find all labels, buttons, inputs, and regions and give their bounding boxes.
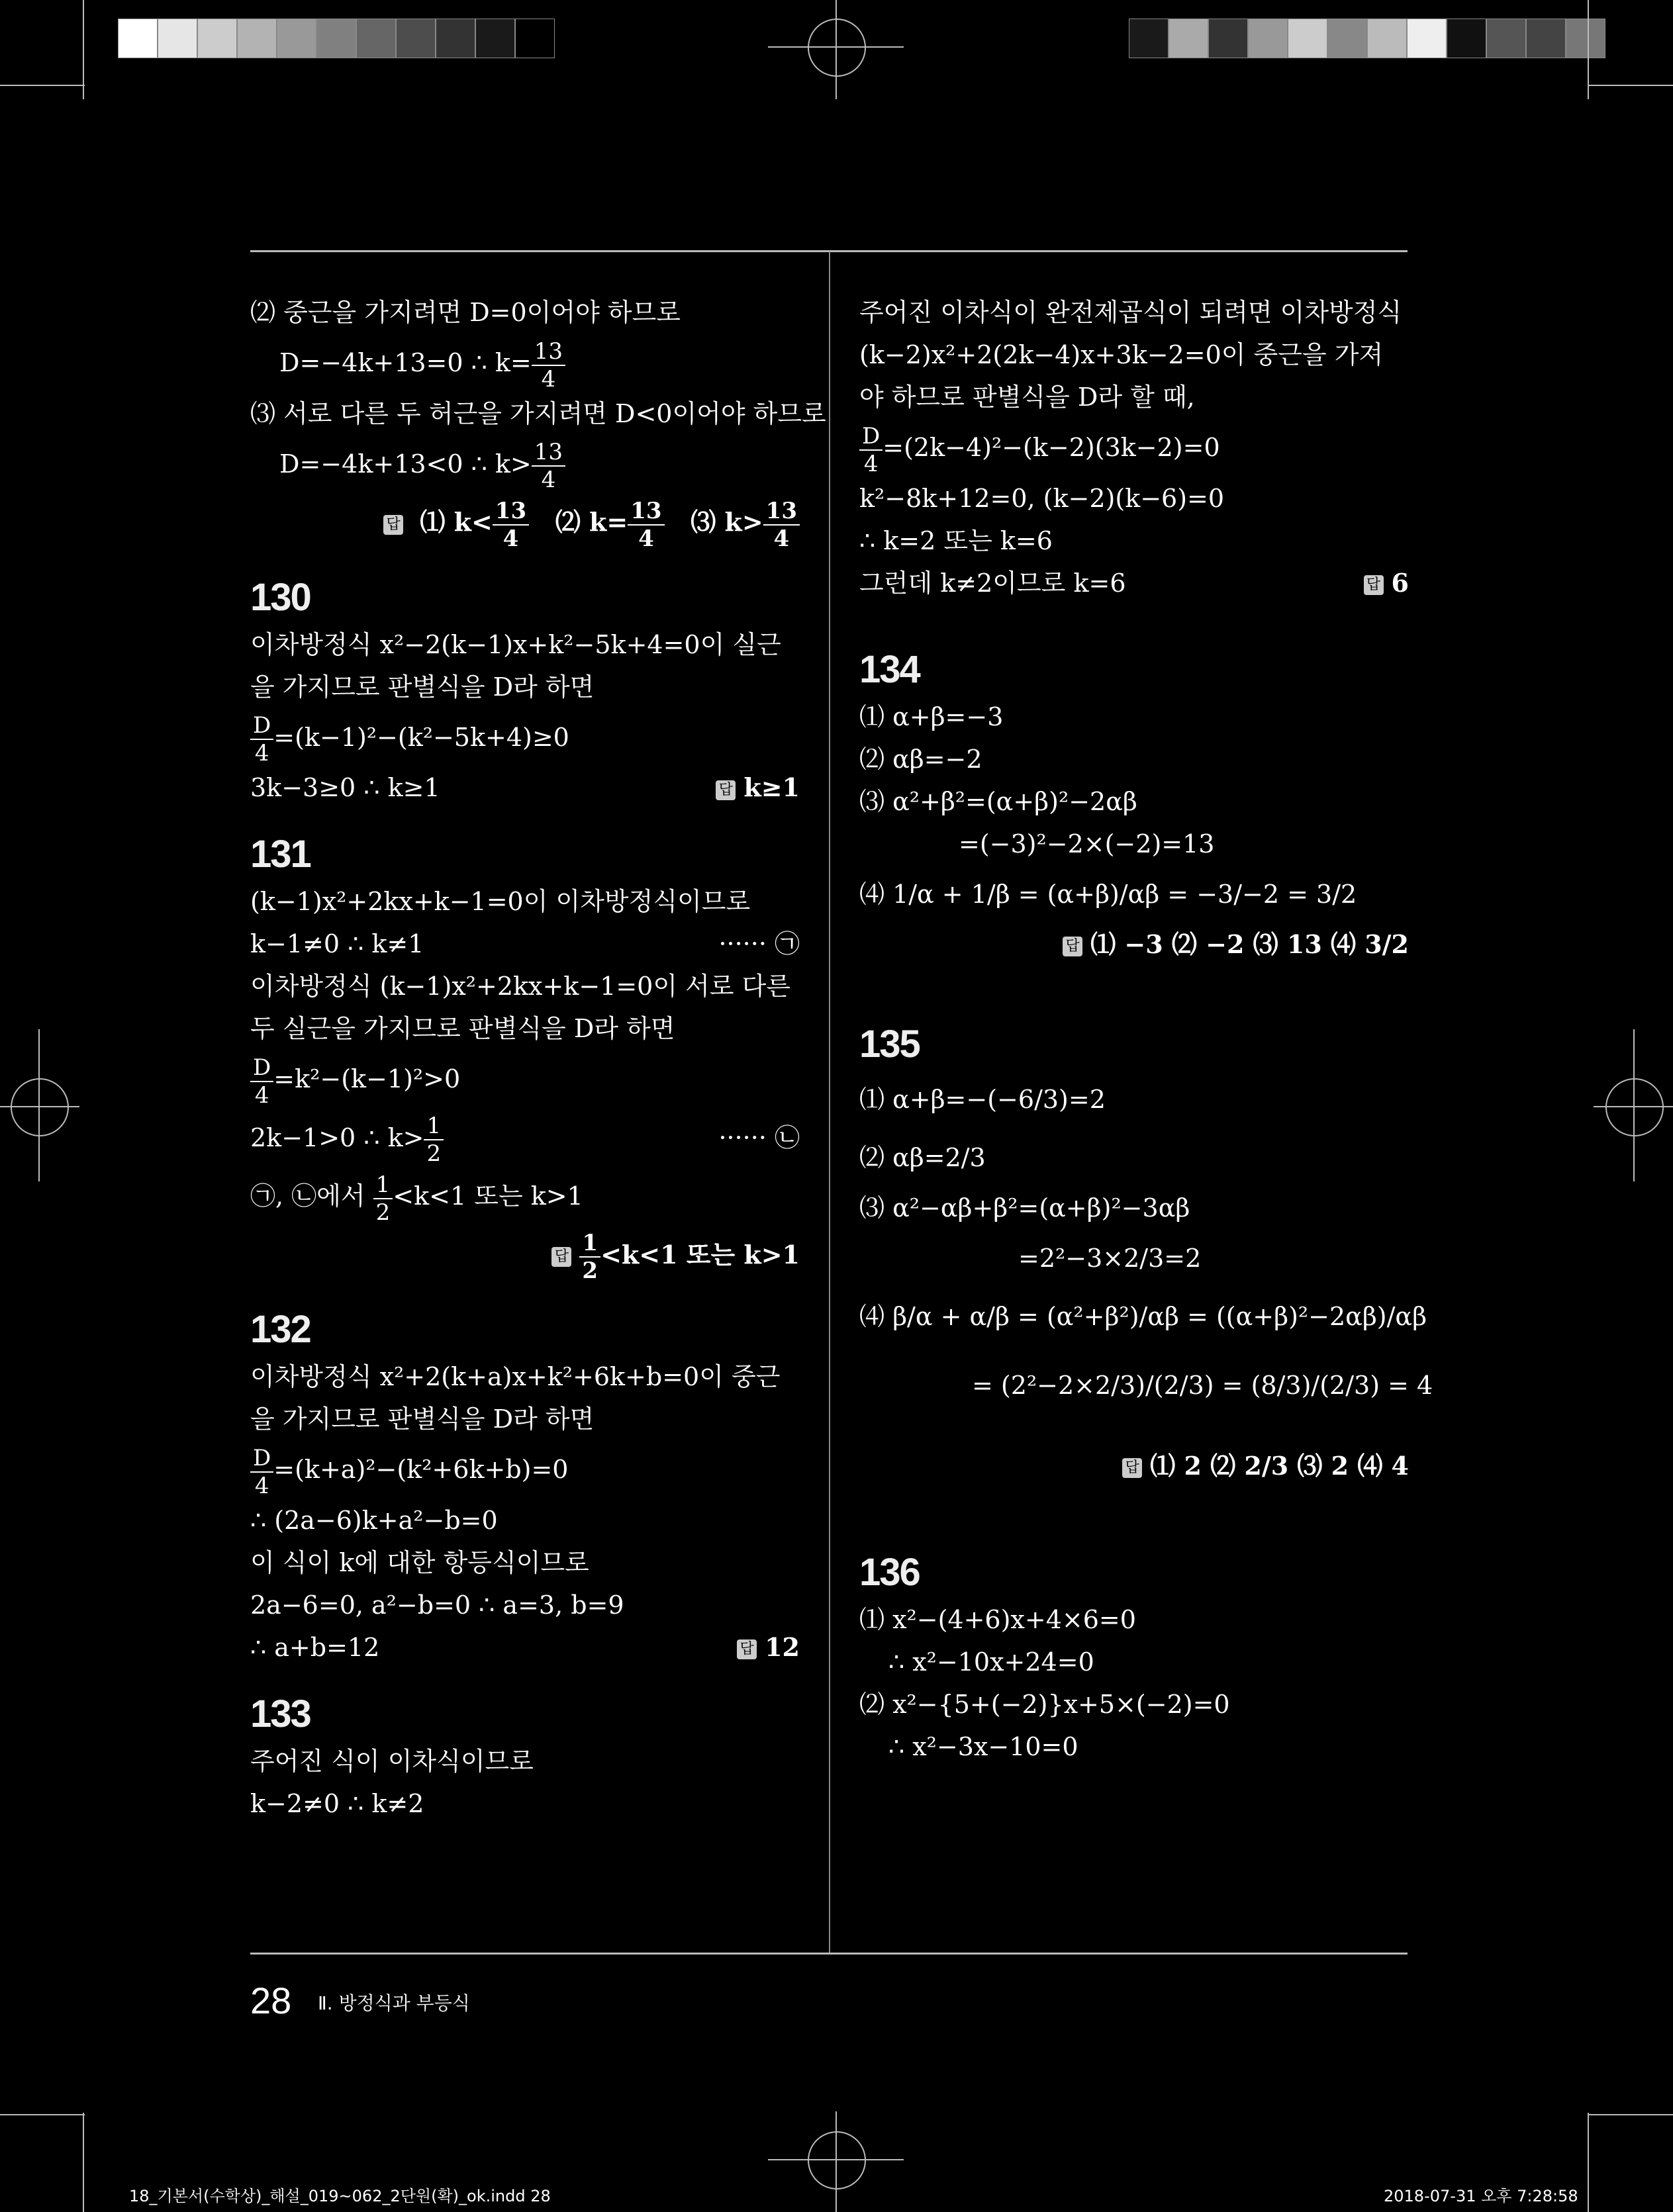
- fraction: [859, 423, 883, 477]
- numerator: 13: [628, 498, 664, 526]
- color-swatch: [1526, 19, 1566, 58]
- text-line: ⑵ x²−{5+(−2)}x+5×(−2)=0: [859, 1689, 1230, 1719]
- fraction: [532, 439, 565, 493]
- text-line: =(−3)²−2×(−2)=13: [959, 829, 1215, 858]
- color-swatch: [1486, 19, 1526, 58]
- answer-badge: 답: [716, 780, 736, 800]
- text-line: =2²−3×2/3=2: [1018, 1243, 1202, 1273]
- section-title: Ⅱ. 방정식과 부등식: [318, 1992, 470, 2014]
- color-swatch: [356, 19, 396, 58]
- text: 그런데 k≠2이므로 k=6: [859, 568, 1126, 598]
- numerator: D: [250, 712, 273, 740]
- denominator: 4: [773, 525, 790, 552]
- text-line: 이차방정식 (k−1)x²+2kx+k−1=0이 서로 다른: [250, 972, 791, 1001]
- numerator: 1: [424, 1113, 444, 1140]
- equation-marker: ······ ㉡: [718, 1123, 800, 1152]
- color-swatch: [1288, 19, 1327, 58]
- color-swatch: [396, 19, 436, 58]
- text-line: k−2≠0 ∴ k≠2: [250, 1788, 424, 1818]
- registration-mark-right: [1605, 1078, 1664, 1136]
- text-line: (k−2)x²+2(2k−4)x+3k−2=0이 중근을 가져: [859, 340, 1384, 369]
- crop-mark: [1588, 2113, 1589, 2212]
- answer-badge: 답: [1364, 575, 1384, 595]
- numerator: 1: [373, 1172, 393, 1199]
- text-line: ⑴ x²−(4+6)x+4×6=0: [859, 1604, 1136, 1634]
- color-swatch: [515, 19, 555, 58]
- registration-mark-left: [11, 1078, 69, 1136]
- math-line: [250, 708, 800, 767]
- text: k−1≠0 ∴ k≠1: [250, 929, 424, 958]
- left-column: [250, 291, 826, 1825]
- fraction: [250, 712, 273, 766]
- math-line: [250, 334, 800, 392]
- registration-mark-bottom: [808, 2131, 866, 2189]
- text-line: 을 가지므로 판별식을 D라 하면: [250, 1405, 595, 1434]
- problem-number: 131: [250, 833, 311, 876]
- color-swatch: [1407, 19, 1447, 58]
- color-swatch: [316, 19, 356, 58]
- math-line: [250, 766, 800, 809]
- problem-number: 136: [859, 1550, 920, 1594]
- color-swatch: [118, 19, 158, 58]
- problem-number: 132: [250, 1308, 311, 1351]
- denominator: 4: [863, 450, 879, 477]
- answer-badge: 답: [383, 515, 403, 535]
- text-line: ⑶ α²+β²=(α+β)²−2αβ: [859, 786, 1137, 816]
- fraction: [250, 1445, 273, 1499]
- numerator: 13: [493, 498, 529, 526]
- text-line: 이차방정식 x²+2(k+a)x+k²+6k+b=0이 중근: [250, 1362, 781, 1391]
- text: ㉠, ㉡에서: [250, 1181, 373, 1211]
- text: D=−4k+13=0 ∴ k=: [279, 348, 532, 377]
- column-divider: [829, 252, 830, 1953]
- text-line: k²−8k+12=0, (k−2)(k−6)=0: [859, 483, 1225, 513]
- text-line: ⑵ 중근을 가지려면 D=0이어야 하므로: [250, 298, 681, 327]
- color-swatch: [1129, 19, 1169, 58]
- text: 2k−1>0 ∴ k>: [250, 1123, 424, 1152]
- text-line: ⑶ α²−αβ+β²=(α+β)²−3αβ: [859, 1193, 1190, 1222]
- answer-value: ⑴ 2 ⑵ 2/3 ⑶ 2 ⑷ 4: [1150, 1450, 1409, 1481]
- text-line: 을 가지므로 판별식을 D라 하면: [250, 672, 595, 702]
- bottom-rule: [250, 1953, 1408, 1955]
- text-line: ⑶ 서로 다른 두 허근을 가지려면 D<0이어야 하므로: [250, 398, 826, 428]
- math-line: [250, 435, 800, 494]
- text-line: ⑴ α+β=−(−6/3)=2: [859, 1084, 1106, 1114]
- fraction: [424, 1113, 444, 1167]
- color-swatch: [237, 19, 277, 58]
- crop-mark: [83, 2113, 84, 2212]
- color-swatch: [1208, 19, 1248, 58]
- answer-value: 12: [765, 1632, 800, 1662]
- math-line: [250, 1167, 800, 1226]
- color-swatch: [1566, 19, 1605, 58]
- registration-line: [768, 2159, 904, 2160]
- fraction: [628, 498, 664, 552]
- text-line: 2a−6=0, a²−b=0 ∴ a=3, b=9: [250, 1590, 624, 1620]
- denominator: 2: [426, 1140, 442, 1167]
- crop-mark: [1589, 85, 1673, 86]
- math-line: [859, 562, 1409, 604]
- denominator: 4: [541, 467, 556, 493]
- answer: [737, 1626, 800, 1669]
- problem-number: 134: [859, 647, 920, 691]
- registration-line: [836, 2111, 837, 2212]
- text-line: ∴ x²−10x+24=0: [888, 1647, 1094, 1677]
- color-bar-right: [1129, 19, 1605, 58]
- color-swatch: [1248, 19, 1288, 58]
- math-line: [250, 1626, 800, 1669]
- crop-mark: [0, 85, 85, 86]
- math-line: [250, 1050, 800, 1109]
- numerator: 13: [763, 498, 800, 526]
- text-line: 야 하므로 판별식을 D라 할 때,: [859, 383, 1195, 412]
- fraction: [493, 498, 529, 552]
- color-swatch: [475, 19, 515, 58]
- color-swatch: [436, 19, 475, 58]
- text: =k²−(k−1)²>0: [273, 1064, 461, 1093]
- file-slug: 18_기본서(수학상)_해설_019~062_2단원(확)_ok.indd 28: [129, 2187, 551, 2205]
- denominator: 2: [375, 1199, 391, 1226]
- text-line: (k−1)x²+2kx+k−1=0이 이차방정식이므로: [250, 887, 751, 916]
- answer: ⑵ k=: [555, 507, 628, 537]
- math-line: [859, 418, 1409, 477]
- text-line: ∴ (2a−6)k+a²−b=0: [250, 1505, 498, 1535]
- text-line: ⑷ 1/α + 1/β = (α+β)/αβ = −3/−2 = 3/2: [859, 879, 1357, 909]
- answer-value: k≥1: [743, 772, 800, 802]
- answer-badge: 답: [551, 1247, 571, 1267]
- answer-value: <k<1 또는 k>1: [600, 1239, 800, 1269]
- denominator: 2: [582, 1258, 598, 1284]
- crop-mark: [1589, 2114, 1673, 2115]
- answer-badge: 답: [1122, 1458, 1142, 1478]
- fraction: [532, 338, 565, 392]
- registration-line: [1633, 1029, 1635, 1181]
- text-line: = (2²−2×2/3)/(2/3) = (8/3)/(2/3) = 4: [972, 1370, 1433, 1400]
- text: ∴ a+b=12: [250, 1632, 380, 1662]
- answer: [716, 766, 800, 809]
- equation-marker: ······ ㉠: [718, 929, 800, 958]
- text-line: ∴ x²−3x−10=0: [888, 1731, 1078, 1761]
- color-swatch: [1367, 19, 1407, 58]
- registration-line: [0, 1106, 79, 1107]
- denominator: 4: [502, 525, 519, 552]
- right-column: [859, 291, 1433, 1768]
- numerator: D: [250, 1054, 273, 1082]
- text-line: 주어진 식이 이차식이므로: [250, 1746, 534, 1776]
- text-line: ⑵ αβ=−2: [859, 744, 982, 774]
- text: D=−4k+13<0 ∴ k>: [279, 449, 532, 479]
- text-line: ⑷ β/α + α/β = (α²+β²)/αβ = ((α+β)²−2αβ)/αβ: [859, 1301, 1427, 1331]
- problem-number: 133: [250, 1692, 311, 1735]
- color-swatch: [277, 19, 316, 58]
- text: =(k+a)²−(k²+6k+b)=0: [273, 1455, 569, 1484]
- color-swatch: [197, 19, 237, 58]
- text: <k<1 또는 k>1: [393, 1181, 583, 1211]
- registration-mark-top: [808, 19, 866, 77]
- page-number: 28: [250, 1980, 292, 2021]
- problem-number: 135: [859, 1022, 920, 1066]
- answer: ⑴ k<: [420, 507, 493, 537]
- text-line: 이차방정식 x²−2(k−1)x+k²−5k+4=0이 실근: [250, 629, 781, 659]
- text: 3k−3≥0 ∴ k≥1: [250, 773, 440, 802]
- fraction: [579, 1230, 600, 1284]
- text-line: 이 식이 k에 대한 항등식이므로: [250, 1547, 589, 1577]
- denominator: 4: [254, 740, 269, 766]
- registration-line: [38, 1029, 40, 1181]
- numerator: 13: [532, 338, 565, 366]
- math-line: [250, 1109, 800, 1168]
- math-line: [250, 923, 800, 965]
- answer-badge: 답: [1063, 937, 1082, 956]
- registration-line: [836, 0, 837, 99]
- text-line: ∴ k=2 또는 k=6: [859, 526, 1053, 555]
- registration-line: [768, 46, 904, 48]
- answer: ⑶ k>: [691, 507, 763, 537]
- color-swatch: [1447, 19, 1486, 58]
- numerator: 13: [532, 439, 565, 467]
- numerator: 1: [579, 1230, 600, 1258]
- problem-number: 130: [250, 575, 311, 619]
- text: =(k−1)²−(k²−5k+4)≥0: [273, 722, 569, 752]
- math-line: [250, 1440, 800, 1499]
- fraction: [373, 1172, 393, 1226]
- text-line: 두 실근을 가지므로 판별식을 D라 하면: [250, 1014, 675, 1043]
- denominator: 4: [254, 1082, 269, 1109]
- denominator: 4: [638, 525, 654, 552]
- fraction: [250, 1054, 273, 1109]
- text-line: 주어진 이차식이 완전제곱식이 되려면 이차방정식: [859, 298, 1402, 327]
- answer: [1364, 562, 1409, 604]
- registration-line: [1594, 1106, 1673, 1107]
- color-swatch: [158, 19, 197, 58]
- text-line: ⑵ αβ=2/3: [859, 1142, 986, 1172]
- text: =(2k−4)²−(k−2)(3k−2)=0: [883, 433, 1220, 462]
- timestamp-slug: 2018-07-31 오후 7:28:58: [1384, 2187, 1578, 2205]
- denominator: 4: [254, 1472, 269, 1499]
- answer-line: [250, 493, 800, 552]
- crop-mark: [0, 2114, 85, 2115]
- color-swatch: [1327, 19, 1367, 58]
- answer-value: 6: [1391, 567, 1409, 598]
- denominator: 4: [541, 365, 556, 392]
- fraction: [763, 498, 800, 552]
- answer-line: [250, 1226, 800, 1285]
- color-swatch: [1169, 19, 1208, 58]
- numerator: D: [859, 423, 883, 451]
- answer-line: [859, 1445, 1409, 1487]
- answer-badge: 답: [737, 1639, 757, 1659]
- answer-value: ⑴ −3 ⑵ −2 ⑶ 13 ⑷ 3/2: [1090, 929, 1409, 959]
- text-line: ⑴ α+β=−3: [859, 702, 1004, 731]
- color-bar-left: [118, 19, 555, 58]
- answer-line: [859, 923, 1409, 966]
- numerator: D: [250, 1445, 273, 1473]
